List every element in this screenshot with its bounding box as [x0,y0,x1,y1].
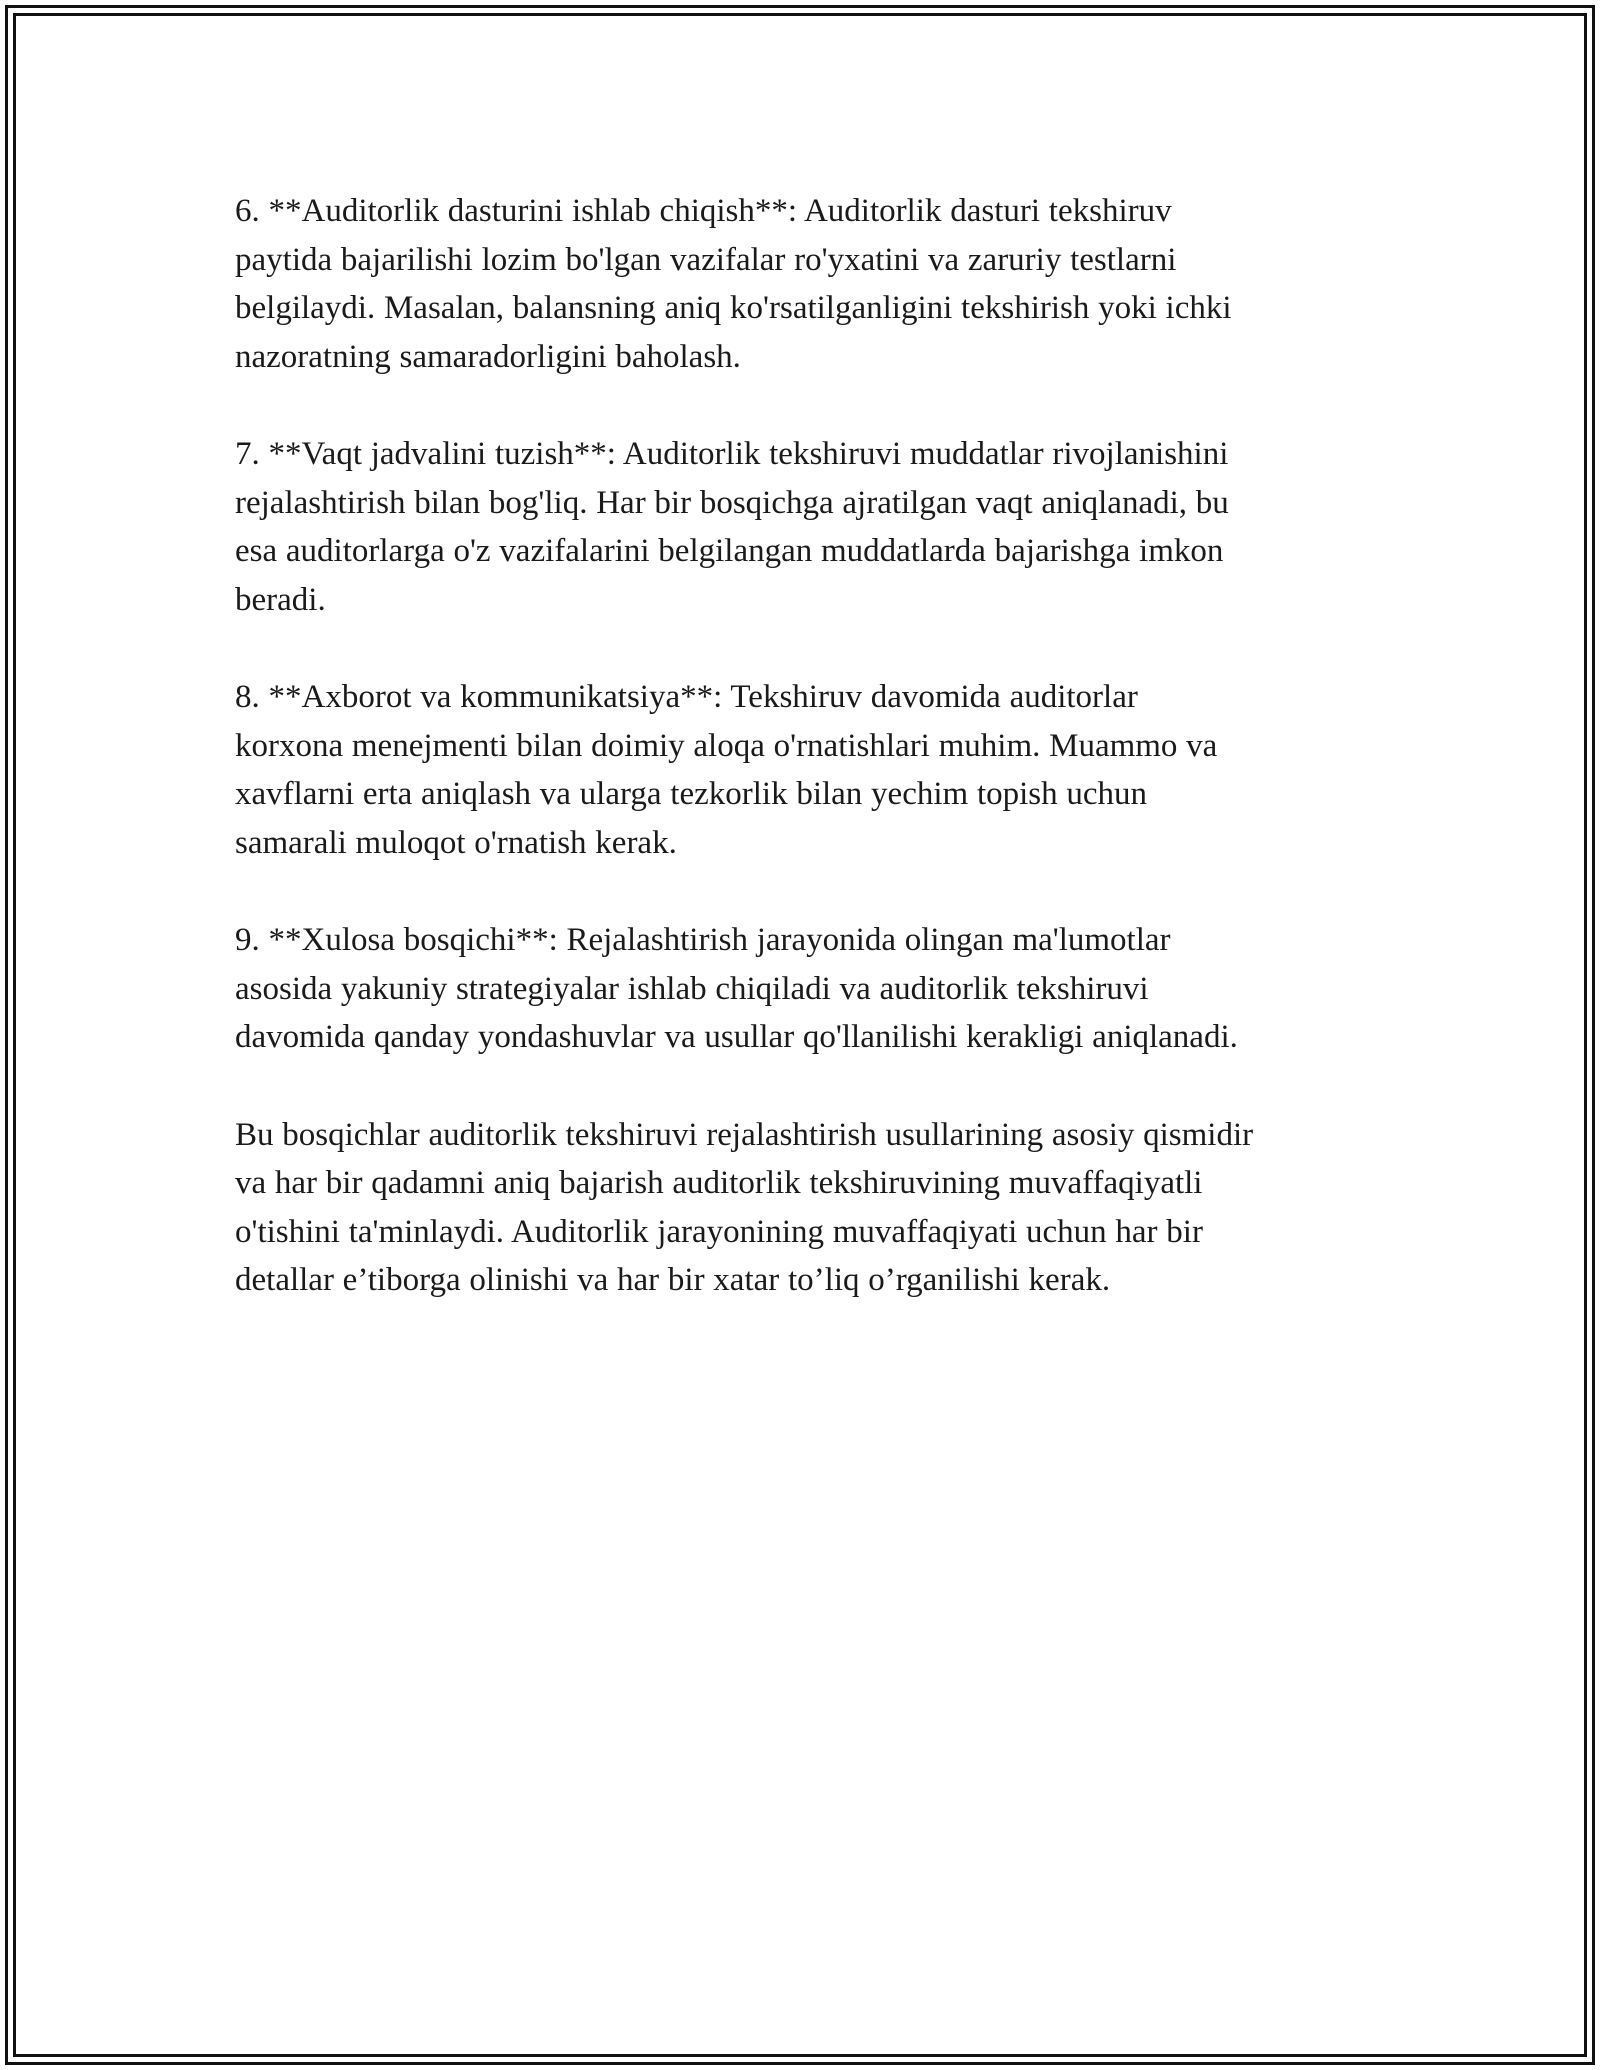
text-line: va har bir qadamni aniq bajarish auditorlik tekshiruvining muvaffaqiyatli [235,1165,1203,1201]
text-line: beradi. [235,581,326,618]
text-line: asosida yakuniy strategiyalar ishlab chiqiladi va auditorlik tekshiruvi [235,970,1149,1007]
text-line: esa auditorlarga o'z vazifalarini belgilangan muddatlarda bajarishga imkon [235,533,1224,569]
paragraph-conclusion [235,1111,1385,1305]
text-line: 8. **Axborot va kommunikatsiya**: Tekshiruv davomida auditorlar [235,679,1138,715]
paragraph-step-9 [235,916,1385,1062]
text-line: detallar e’tiborga olinishi va har bir xatar to’liq o’rganilishi kerak. [235,1262,1111,1298]
paragraph-step-7 [235,430,1385,624]
text-line: 7. **Vaqt jadvalini tuzish**: Auditorlik tekshiruvi muddatlar rivojlanishini [235,436,1229,472]
text-line: nazoratning samaradorligini baholash. [235,338,741,375]
text-line: xavflarni erta aniqlash va ularga tezkorlik bilan yechim topish uchun [235,776,1148,812]
text-line: Bu bosqichlar auditorlik tekshiruvi rejalashtirish usullarining asosiy qismidir [235,1116,1254,1153]
text-line: samarali muloqot o'rnatish kerak. [235,824,677,861]
text-line: o'tishini ta'minlaydi. Auditorlik jarayonining muvaffaqiyati uchun har bir [235,1213,1203,1250]
text-line: 6. **Auditorlik dasturini ishlab chiqish**: Auditorlik dasturi tekshiruv [235,193,1172,229]
text-line: rejalashtirish bilan bog'liq. Har bir bosqichga ajratilgan vaqt aniqlanadi, bu [235,484,1229,521]
text-line: belgilaydi. Masalan, balansning aniq ko'rsatilganligini tekshirish yoki ichki [235,290,1232,326]
text-line: korxona menejmenti bilan doimiy aloqa o'rnatishlari muhim. Muammo va [235,727,1218,764]
text-line: 9. **Xulosa bosqichi**: Rejalashtirish jarayonida olingan ma'lumotlar [235,922,1171,958]
text-line: paytida bajarilishi lozim bo'lgan vazifalar ro'yxatini va zaruriy testlarni [235,241,1177,278]
text-line: davomida qanday yondashuvlar va usullar qo'llanilishi kerakligi aniqlanadi. [235,1019,1238,1055]
paragraph-step-8 [235,673,1385,867]
document-body [235,187,1385,1354]
paragraph-step-6 [235,187,1385,381]
